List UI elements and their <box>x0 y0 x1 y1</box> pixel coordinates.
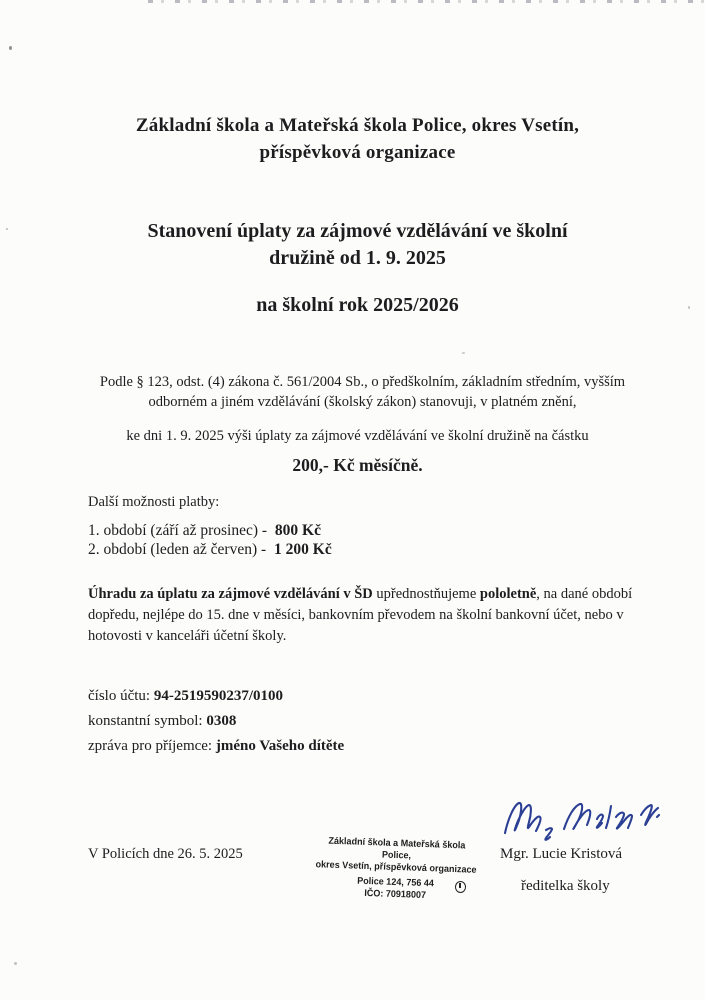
account-number-value: 94-2519590237/0100 <box>153 688 283 704</box>
payment-note-regular-tail: , na dané období dopředu, nejlépe do 15. dne v měsíci, bankovním převodem na školní bankovní účet, nebo v hotovosti v kanceláři účetní školy. <box>88 586 633 644</box>
payment-message-value: jméno Vašeho dítěte <box>215 738 345 754</box>
signature-ink-icon <box>498 793 666 845</box>
scan-speck <box>14 962 17 965</box>
handwritten-signature <box>498 793 666 845</box>
payment-option-amount: 800 Kč <box>274 522 321 539</box>
legal-basis-paragraph: Podle § 123, odst. (4) zákona č. 561/2004 Sb., o předškolním, základním středním, vyšším odborném a jiném vzdělávání (školský zákon) stanovuji, v platném znění, <box>99 374 626 410</box>
constant-symbol-label: konstantní symbol: <box>88 713 207 729</box>
stamp-line2: okres Vsetín, příspěvková organizace <box>315 859 477 876</box>
document-title-school-year: na školní rok 2025/2026 <box>256 294 459 316</box>
scan-speck <box>462 352 465 354</box>
place-and-date: V Policích dne 26. 5. 2025 <box>88 846 243 862</box>
payment-option-item <box>88 540 332 559</box>
scan-speck <box>9 46 12 50</box>
payment-note-bold-lead: Úhradu za úplatu za zájmové vzdělávání v ŠD <box>88 586 373 602</box>
signatory-name: Mgr. Lucie Kristová <box>500 846 623 862</box>
document-title-line2: družině od 1. 9. 2025 <box>269 247 446 269</box>
scan-artifact-top-edge <box>148 0 705 3</box>
bank-details <box>88 684 344 759</box>
constant-symbol-value: 0308 <box>206 713 237 729</box>
stamp-line3: Police 124, 756 44 <box>356 875 435 890</box>
payment-message-line <box>88 734 344 759</box>
school-stamp <box>313 835 478 904</box>
monthly-fee-amount: 200,- Kč měsíčně. <box>292 455 423 475</box>
payment-instructions-paragraph <box>88 584 636 647</box>
payment-option-amount: 1 200 Kč <box>274 541 332 558</box>
scan-speck <box>688 306 690 309</box>
organization-name <box>40 112 675 166</box>
organization-name-line1: Základní škola a Mateřská škola Police, okres Vsetín, <box>135 115 580 136</box>
payment-note-bold-term: pololetně <box>479 586 537 602</box>
effective-date-line: ke dni 1. 9. 2025 výši úplaty za zájmové vzdělávání ve školní družině na částku <box>126 428 589 444</box>
payment-option-item <box>88 521 332 540</box>
payment-note-regular: upřednostňujeme <box>372 586 480 602</box>
document-title <box>40 218 675 319</box>
payment-message-label: zpráva pro příjemce: <box>88 738 216 754</box>
constant-symbol-line <box>88 709 344 734</box>
stamp-line1: Základní škola a Mateřská škola Police, <box>328 835 466 862</box>
payment-options-list <box>88 521 332 559</box>
scan-speck <box>6 228 8 230</box>
stamp-seal-icon <box>455 881 466 893</box>
signatory-role: ředitelka školy <box>521 878 610 894</box>
payment-option-text: 1. období (září až prosinec) - <box>88 522 271 539</box>
stamp-line4: IČO: 70918007 <box>364 887 427 902</box>
account-number-label: číslo účtu: <box>88 688 154 704</box>
payment-option-text: 2. období (leden až červen) - <box>88 541 271 558</box>
account-number-line <box>88 684 344 709</box>
organization-name-line2: příspěvková organizace <box>259 142 456 163</box>
payment-options-label: Další možnosti platby: <box>88 494 220 510</box>
document-title-line1: Stanovení úplaty za zájmové vzdělávání ve školní <box>147 220 568 242</box>
